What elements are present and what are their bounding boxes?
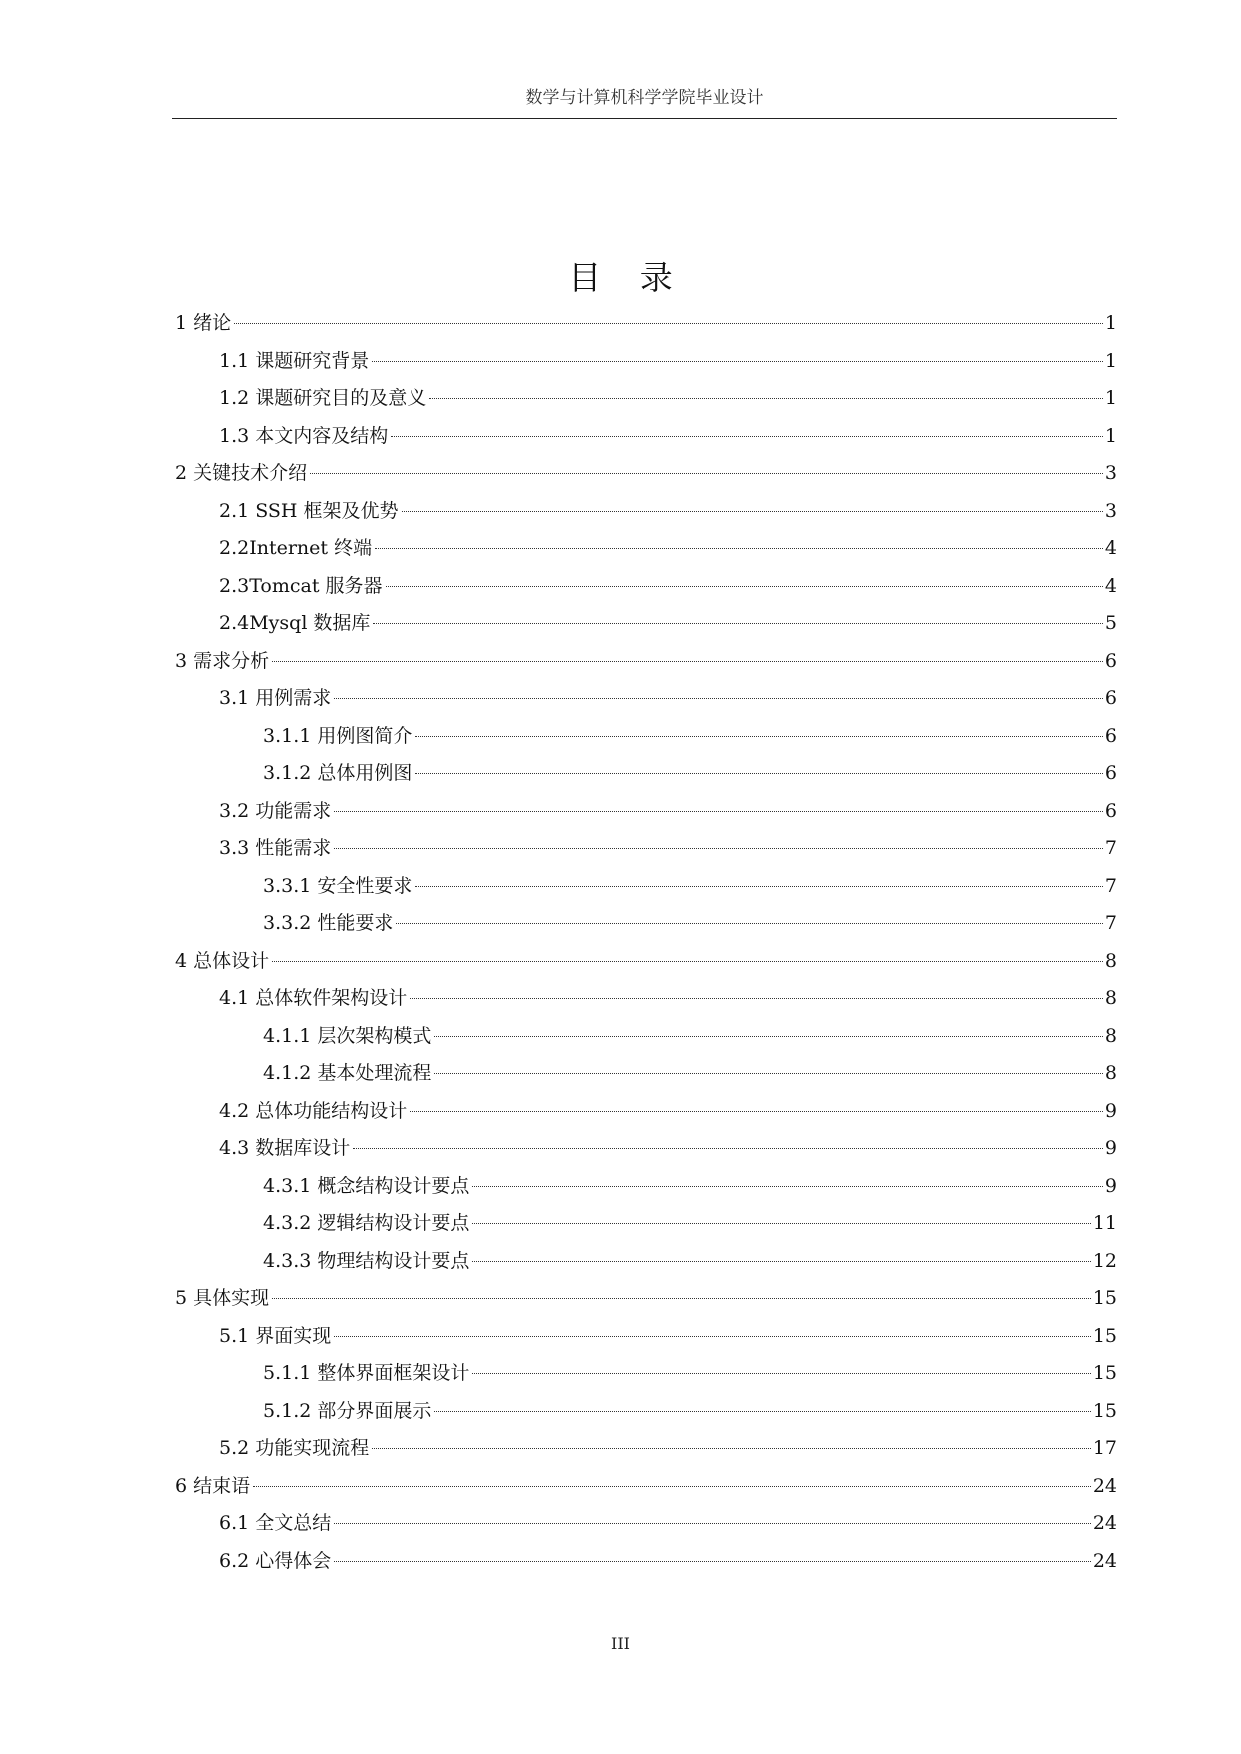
toc-entry-number: 5.1 xyxy=(219,1324,250,1347)
toc-entry[interactable] xyxy=(175,1505,1117,1543)
toc-entry-page: 17 xyxy=(1092,1437,1117,1459)
toc-entry-label: 性能需求 xyxy=(255,837,332,859)
toc-dot-leader xyxy=(334,848,1103,849)
toc-entry[interactable] xyxy=(175,980,1117,1018)
toc-dot-leader xyxy=(415,886,1103,887)
toc-entry-number: 6.1 xyxy=(219,1512,250,1534)
toc-dot-leader xyxy=(415,773,1103,774)
toc-entry[interactable] xyxy=(175,380,1117,418)
toc-entry[interactable] xyxy=(175,718,1117,756)
toc-entry[interactable] xyxy=(175,1318,1117,1356)
toc-entry[interactable] xyxy=(175,1430,1117,1468)
toc-entry-page: 3 xyxy=(1104,499,1117,522)
toc-entry-page: 15 xyxy=(1092,1324,1117,1347)
toc-entry-number: 2.1 xyxy=(219,499,250,522)
toc-dot-leader xyxy=(396,923,1103,924)
toc-dot-leader xyxy=(310,473,1103,474)
toc-entry-label: 关键技术介绍 xyxy=(193,462,308,484)
toc-entry-number: 5 xyxy=(175,1287,188,1309)
toc-entry[interactable] xyxy=(175,1543,1117,1581)
toc-entry-number: 4.1.1 xyxy=(263,1024,312,1047)
toc-dot-leader xyxy=(434,1036,1103,1037)
toc-entry-number: 4.1 xyxy=(219,987,250,1009)
toc-entry[interactable] xyxy=(175,1205,1117,1243)
toc-entry-page: 6 xyxy=(1104,762,1117,784)
toc-dot-leader xyxy=(234,323,1103,324)
toc-entry-label: 基本处理流程 xyxy=(317,1062,432,1084)
toc-entry-page: 6 xyxy=(1104,724,1117,747)
toc-dot-leader xyxy=(472,1261,1090,1262)
toc-dot-leader xyxy=(272,1298,1091,1299)
toc-entry[interactable] xyxy=(175,605,1117,643)
toc-entry[interactable] xyxy=(175,1055,1117,1093)
toc-entry-label: 逻辑结构设计要点 xyxy=(317,1212,470,1234)
toc-entry-page: 4 xyxy=(1104,537,1117,559)
toc-entry-label: 总体用例图 xyxy=(317,762,413,784)
toc-entry-page: 9 xyxy=(1104,1137,1117,1159)
toc-entry-page: 15 xyxy=(1092,1287,1117,1309)
toc-dot-leader xyxy=(353,1148,1103,1149)
toc-entry-number: 3.1.1 xyxy=(263,724,312,747)
toc-dot-leader xyxy=(410,998,1103,999)
toc-entry[interactable] xyxy=(175,568,1117,606)
toc-entry[interactable] xyxy=(175,830,1117,868)
toc-dot-leader xyxy=(410,1111,1103,1112)
toc-entry-page: 5 xyxy=(1104,612,1117,634)
toc-entry-label: 层次架构模式 xyxy=(317,1024,432,1047)
toc-entry-page: 11 xyxy=(1092,1212,1117,1234)
toc-dot-leader xyxy=(334,1561,1091,1562)
toc-entry[interactable] xyxy=(175,943,1117,981)
toc-entry-page: 7 xyxy=(1104,912,1117,934)
toc-entry-label: 总体功能结构设计 xyxy=(255,1099,408,1122)
toc-dot-leader xyxy=(429,398,1103,399)
toc-entry[interactable] xyxy=(175,1168,1117,1206)
toc-entry-number: 4.3.2 xyxy=(263,1212,312,1234)
toc-dot-leader xyxy=(391,436,1103,437)
toc-entry-label: 课题研究背景 xyxy=(255,349,370,372)
toc-entry-number: 3.1 xyxy=(219,687,250,709)
toc-entry[interactable] xyxy=(175,1243,1117,1281)
toc-entry[interactable] xyxy=(175,493,1117,531)
page-number: III xyxy=(611,1634,630,1653)
toc-dot-leader xyxy=(272,961,1103,962)
toc-entry-page: 8 xyxy=(1104,1062,1117,1084)
toc-entry-number: 4.2 xyxy=(219,1099,250,1122)
toc-entry-number: 4 xyxy=(175,949,188,972)
toc-entry-page: 15 xyxy=(1092,1362,1117,1384)
running-header-text: 数学与计算机科学学院毕业设计 xyxy=(525,88,764,108)
toc-entry-page: 3 xyxy=(1104,462,1117,484)
toc-entry-page: 9 xyxy=(1104,1099,1117,1122)
toc-entry-number: 3 xyxy=(175,649,188,672)
toc-entry[interactable] xyxy=(175,343,1117,381)
toc-entry-label: 物理结构设计要点 xyxy=(317,1249,470,1272)
toc-entry-label: 2.2Internet 终端 xyxy=(219,537,373,559)
toc-entry[interactable] xyxy=(175,1393,1117,1431)
toc-dot-leader xyxy=(372,361,1103,362)
toc-entry-page: 9 xyxy=(1104,1174,1117,1197)
toc-entry-page: 4 xyxy=(1104,574,1117,597)
toc-entry-page: 15 xyxy=(1092,1399,1117,1422)
toc-entry-page: 24 xyxy=(1092,1474,1117,1497)
toc-entry-label: 2.3Tomcat 服务器 xyxy=(219,574,383,597)
toc-entry-number: 1.2 xyxy=(219,387,250,409)
toc-entry-label: 总体软件架构设计 xyxy=(255,987,408,1009)
toc-entry-page: 1 xyxy=(1104,387,1117,409)
toc-entry-page: 8 xyxy=(1104,1024,1117,1047)
toc-entry-label: 本文内容及结构 xyxy=(255,424,389,447)
toc-entry-label: 具体实现 xyxy=(193,1287,270,1309)
toc-entry-page: 12 xyxy=(1092,1249,1117,1272)
running-header xyxy=(172,86,1117,119)
toc-entry-label: 功能需求 xyxy=(255,799,332,822)
toc-entry-label: 全文总结 xyxy=(255,1512,332,1534)
toc-entry[interactable] xyxy=(175,530,1117,568)
toc-entry[interactable] xyxy=(175,680,1117,718)
toc-entry-label: 绪论 xyxy=(193,312,232,334)
toc-dot-leader xyxy=(334,811,1103,812)
toc-entry-label: 2.4Mysql 数据库 xyxy=(219,612,371,634)
toc-dot-leader xyxy=(386,586,1103,587)
toc-entry-page: 1 xyxy=(1104,424,1117,447)
toc-entry-label: 整体界面框架设计 xyxy=(317,1362,470,1384)
toc-entry[interactable] xyxy=(175,868,1117,906)
table-of-contents xyxy=(175,305,1117,1580)
toc-entry-page: 24 xyxy=(1092,1549,1117,1572)
toc-entry-label: 总体设计 xyxy=(193,949,270,972)
toc-entry-label: 结束语 xyxy=(193,1474,251,1497)
toc-entry-page: 1 xyxy=(1104,312,1117,334)
toc-entry-label: 用例图简介 xyxy=(317,724,413,747)
toc-dot-leader xyxy=(334,1336,1091,1337)
toc-entry-page: 6 xyxy=(1104,799,1117,822)
toc-entry[interactable] xyxy=(175,643,1117,681)
toc-entry[interactable] xyxy=(175,1018,1117,1056)
toc-dot-leader xyxy=(472,1186,1103,1187)
toc-entry[interactable] xyxy=(175,905,1117,943)
toc-entry-number: 5.1.1 xyxy=(263,1362,312,1384)
toc-entry-label: 需求分析 xyxy=(193,649,270,672)
toc-entry-label: 性能要求 xyxy=(317,912,394,934)
toc-entry-label: 概念结构设计要点 xyxy=(317,1174,470,1197)
toc-entry-number: 3.3 xyxy=(219,837,250,859)
toc-entry[interactable] xyxy=(175,1130,1117,1168)
toc-entry[interactable] xyxy=(175,305,1117,343)
toc-entry-number: 1.1 xyxy=(219,349,250,372)
toc-entry-number: 1.3 xyxy=(219,424,250,447)
toc-entry-number: 1 xyxy=(175,312,188,334)
toc-dot-leader xyxy=(334,1523,1091,1524)
toc-entry-number: 3.3.1 xyxy=(263,874,312,897)
toc-dot-leader xyxy=(434,1073,1103,1074)
toc-entry[interactable] xyxy=(175,1355,1117,1393)
toc-entry-number: 6.2 xyxy=(219,1549,250,1572)
toc-entry-label: 用例需求 xyxy=(255,687,332,709)
toc-entry[interactable] xyxy=(175,1280,1117,1318)
toc-entry-label: SSH 框架及优势 xyxy=(255,499,399,522)
toc-entry-label: 功能实现流程 xyxy=(255,1437,370,1459)
toc-entry-page: 6 xyxy=(1104,649,1117,672)
toc-dot-leader xyxy=(375,548,1103,549)
toc-entry-number: 3.2 xyxy=(219,799,250,822)
toc-entry-label: 数据库设计 xyxy=(255,1137,351,1159)
toc-dot-leader xyxy=(434,1411,1090,1412)
toc-dot-leader xyxy=(253,1486,1091,1487)
toc-entry-number: 5.2 xyxy=(219,1437,250,1459)
toc-entry-label: 界面实现 xyxy=(255,1324,332,1347)
toc-dot-leader xyxy=(272,661,1103,662)
toc-dot-leader xyxy=(472,1373,1090,1374)
toc-entry-number: 6 xyxy=(175,1474,188,1497)
toc-entry-label: 心得体会 xyxy=(255,1549,332,1572)
toc-entry-number: 4.3 xyxy=(219,1137,250,1159)
toc-entry[interactable] xyxy=(175,455,1117,493)
toc-entry-page: 24 xyxy=(1092,1512,1117,1534)
toc-entry[interactable] xyxy=(175,793,1117,831)
toc-entry[interactable] xyxy=(175,755,1117,793)
toc-entry-number: 4.3.1 xyxy=(263,1174,312,1197)
toc-entry-number: 3.1.2 xyxy=(263,762,312,784)
toc-dot-leader xyxy=(334,698,1103,699)
toc-dot-leader xyxy=(472,1223,1090,1224)
toc-entry-number: 3.3.2 xyxy=(263,912,312,934)
toc-entry-page: 6 xyxy=(1104,687,1117,709)
toc-entry[interactable] xyxy=(175,1468,1117,1506)
toc-entry-number: 4.1.2 xyxy=(263,1062,312,1084)
toc-entry-page: 7 xyxy=(1104,837,1117,859)
toc-dot-leader xyxy=(402,511,1103,512)
toc-title: 目 录 xyxy=(568,258,687,297)
toc-entry[interactable] xyxy=(175,418,1117,456)
toc-entry-page: 1 xyxy=(1104,349,1117,372)
toc-entry-number: 2 xyxy=(175,462,188,484)
toc-entry-label: 安全性要求 xyxy=(317,874,413,897)
toc-entry-page: 8 xyxy=(1104,949,1117,972)
toc-dot-leader xyxy=(373,623,1102,624)
toc-dot-leader xyxy=(415,736,1103,737)
toc-entry-page: 8 xyxy=(1104,987,1117,1009)
toc-entry-number: 4.3.3 xyxy=(263,1249,312,1272)
toc-dot-leader xyxy=(372,1448,1091,1449)
toc-entry-label: 课题研究目的及意义 xyxy=(255,387,427,409)
toc-entry-page: 7 xyxy=(1104,874,1117,897)
toc-entry-label: 部分界面展示 xyxy=(317,1399,432,1422)
toc-entry[interactable] xyxy=(175,1093,1117,1131)
toc-entry-number: 5.1.2 xyxy=(263,1399,312,1422)
